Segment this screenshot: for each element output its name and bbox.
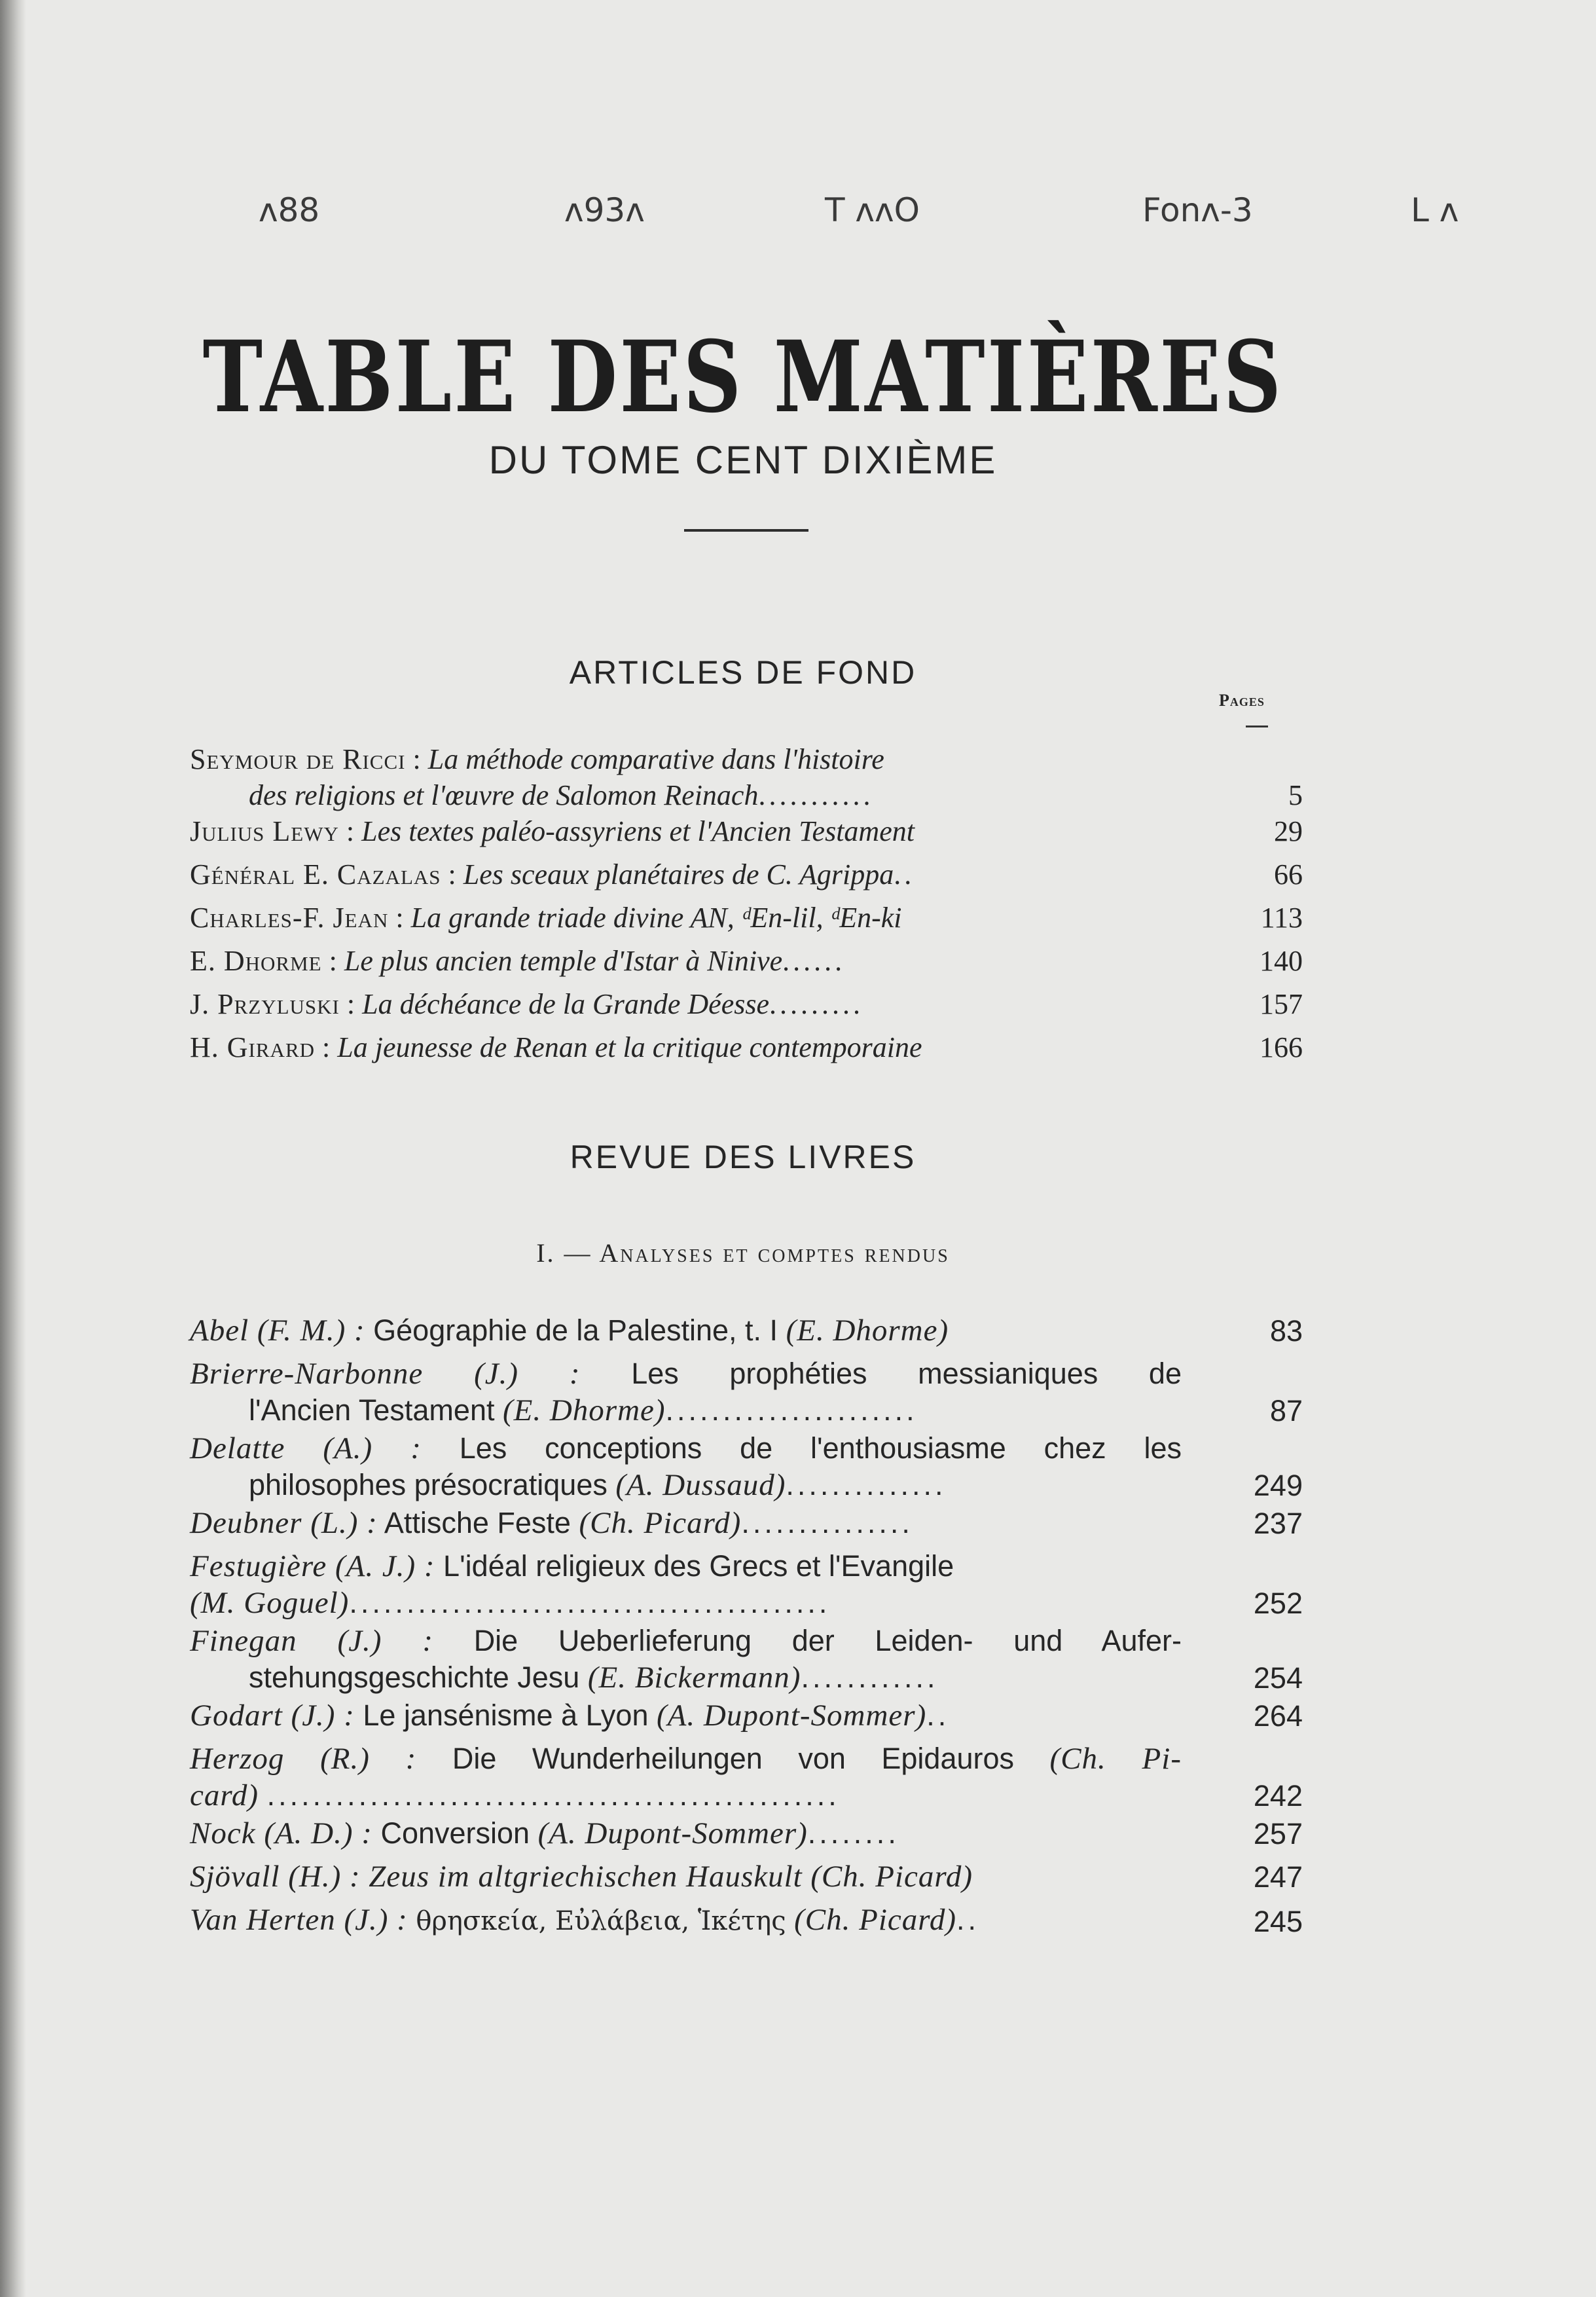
review-author: Brierre-Narbonne (J.) : xyxy=(190,1357,581,1391)
review-author: Herzog (R.) : xyxy=(190,1742,417,1776)
reviews-heading: REVUE DES LIVRES xyxy=(570,1139,916,1175)
review-work: Attische Feste xyxy=(384,1506,571,1539)
review-work: Die Ueberlieferung der Leiden- und Aufer- xyxy=(473,1624,1182,1657)
review-reviewer: (Ch. Picard) xyxy=(579,1506,742,1540)
review-reviewer: (A. Dupont-Sommer) xyxy=(657,1699,927,1733)
article-entry: E. Dhorme : Le plus ancien temple d'Istar à Ninive...... 140 xyxy=(190,943,1303,979)
review-reviewer: (E. Bickermann) xyxy=(587,1661,801,1695)
review-author: Abel (F. M.) : xyxy=(190,1314,365,1348)
review-page: 247 xyxy=(1253,1860,1303,1894)
articles-heading: ARTICLES DE FOND xyxy=(569,654,917,691)
article-page: 113 xyxy=(1260,902,1303,934)
article-entry: Julius Lewy : Les textes paléo-assyriens et l'Ancien Testament 29 xyxy=(190,813,1303,849)
article-page: 157 xyxy=(1260,988,1303,1020)
review-page: 249 xyxy=(1253,1469,1303,1502)
review-entry: Delatte (A.) : Les conceptions de l'enthousiasme chez les philosophes présocratiques (A. Dussaud).............. 249 xyxy=(190,1431,1303,1502)
review-work: Géographie de la Palestine, t. I xyxy=(373,1314,778,1347)
review-page: 257 xyxy=(1253,1817,1303,1850)
article-author: Julius Lewy xyxy=(190,815,339,847)
review-entry: Herzog (R.) : Die Wunderheilungen von Epidauros (Ch. Pi- card) .................................................. 242 xyxy=(190,1742,1303,1812)
article-author: Général E. Cazalas xyxy=(190,858,441,891)
review-page: 254 xyxy=(1253,1661,1303,1695)
handwritten-note-1: ᴧ88 xyxy=(259,191,320,229)
article-entry: J. Przyluski : La déchéance de la Grande Déesse......... 157 xyxy=(190,986,1303,1022)
review-reviewer: (A. Dussaud) xyxy=(615,1468,786,1502)
review-author: Nock (A. D.) : xyxy=(190,1816,372,1850)
article-title-continued: des religions et l'œuvre de Salomon Reinach xyxy=(249,779,759,811)
review-author: Van Herten (J.) : xyxy=(190,1903,408,1937)
review-work: θρησκεία, Εὐλάβεια, Ἱκέτης xyxy=(416,1906,786,1936)
article-author: H. Girard xyxy=(190,1031,316,1063)
article-page: 166 xyxy=(1260,1031,1303,1063)
article-title: Les textes paléo-assyriens et l'Ancien Testament xyxy=(361,815,915,847)
review-work: Die Wunderheilungen von Epidauros xyxy=(452,1742,1015,1775)
article-entry: H. Girard : La jeunesse de Renan et la critique contemporaine 166 xyxy=(190,1029,1303,1065)
page-subtitle: DU TOME CENT DIXIÈME xyxy=(488,438,998,482)
review-page: 237 xyxy=(1253,1507,1303,1540)
title-divider xyxy=(684,529,808,532)
article-title: Les sceaux planétaires de C. Agrippa xyxy=(463,858,894,891)
review-work: Conversion xyxy=(380,1816,530,1850)
review-entry: Finegan (J.) : Die Ueberlieferung der Leiden- und Aufer- stehungsgeschichte Jesu (E. Bickermann)............ 254 xyxy=(190,1624,1303,1695)
review-work: Les conceptions de l'enthousiasme chez les xyxy=(459,1431,1182,1465)
review-reviewer: (Ch. Pi- xyxy=(1049,1742,1182,1776)
review-author: Sjövall (H.) : xyxy=(190,1860,361,1894)
review-work: Les prophéties messianiques de xyxy=(631,1357,1182,1390)
article-page: 140 xyxy=(1260,945,1303,977)
review-entry: Nock (A. D.) : Conversion (A. Dupont-Sommer)........ 257 xyxy=(190,1816,1303,1850)
article-author: E. Dhorme xyxy=(190,945,322,977)
review-author: Festugière (A. J.) : xyxy=(190,1549,435,1583)
review-reviewer-continued: card) xyxy=(190,1778,259,1812)
review-entry: Deubner (L.) : Attische Feste (Ch. Picard)............... 237 xyxy=(190,1506,1303,1540)
review-page: 264 xyxy=(1253,1699,1303,1733)
review-page: 87 xyxy=(1269,1394,1303,1427)
article-page: 66 xyxy=(1274,858,1303,891)
review-reviewer: (Ch. Picard) xyxy=(810,1860,973,1894)
review-entry: Festugière (A. J.) : L'idéal religieux des Grecs et l'Evangile (M. Goguel).......................................... 252 xyxy=(190,1549,1303,1620)
article-title: La déchéance de la Grande Déesse xyxy=(362,988,770,1020)
review-reviewer: (E. Dhorme) xyxy=(786,1314,949,1348)
review-work: L'idéal religieux des Grecs et l'Evangile xyxy=(443,1549,954,1583)
review-entry xyxy=(190,1858,1303,1895)
review-work-continued: philosophes présocratiques xyxy=(249,1468,608,1501)
review-reviewer: (M. Goguel) xyxy=(190,1586,350,1620)
article-title: La méthode comparative dans l'histoire xyxy=(427,743,884,775)
review-work: Le jansénisme à Lyon xyxy=(363,1699,649,1732)
review-entry: Van Herten (J.) : θρησκεία, Εὐλάβεια, Ἱκέτης (Ch. Picard).. 245 xyxy=(190,1903,1303,1938)
review-author: Finegan (J.) : xyxy=(190,1624,434,1658)
review-entry xyxy=(190,1312,1303,1349)
review-author: Deubner (L.) : xyxy=(190,1506,378,1540)
article-author: J. Przyluski xyxy=(190,988,340,1020)
review-author: Godart (J.) : xyxy=(190,1699,355,1733)
handwritten-note-3: T ᴧᴧO xyxy=(825,191,920,229)
pages-column-dash xyxy=(1246,726,1268,727)
article-entry: Général E. Cazalas : Les sceaux planétaires de C. Agrippa.. 66 xyxy=(190,856,1303,892)
reviews-subheading: I. — Analyses et comptes rendus xyxy=(536,1238,950,1268)
page-title: TABLE DES MATIÈRES xyxy=(202,320,1284,435)
article-title: La jeunesse de Renan et la critique contemporaine xyxy=(337,1031,922,1063)
review-page: 242 xyxy=(1253,1779,1303,1812)
article-page: 29 xyxy=(1274,815,1303,847)
handwritten-note-4: Fonᴧ-3 xyxy=(1142,191,1253,229)
review-page: 245 xyxy=(1253,1905,1303,1938)
review-reviewer: (E. Dhorme) xyxy=(502,1393,666,1427)
review-entry: Godart (J.) : Le jansénisme à Lyon (A. Dupont-Sommer).. 264 xyxy=(190,1699,1303,1733)
review-author: Delatte (A.) : xyxy=(190,1431,422,1465)
article-author: Charles-F. Jean xyxy=(190,902,389,934)
review-page: 252 xyxy=(1253,1587,1303,1620)
article-entry: Seymour de Ricci : La méthode comparative dans l'histoire des religions et l'œuvre de Salomon Reinach........... 5 xyxy=(190,741,1303,813)
handwritten-note-2: ᴧ93ᴧ xyxy=(564,191,645,229)
pages-column-label: Pages xyxy=(1219,691,1265,710)
handwritten-note-5: L ᴧ xyxy=(1411,191,1459,229)
review-work-continued: stehungsgeschichte Jesu xyxy=(249,1661,580,1694)
review-entry: Brierre-Narbonne (J.) : Les prophéties messianiques de l'Ancien Testament (E. Dhorme)...................... 87 xyxy=(190,1357,1303,1427)
review-work-continued: l'Ancien Testament xyxy=(249,1393,495,1427)
review-work: Zeus im altgriechischen Hauskult xyxy=(369,1860,803,1894)
article-author: Seymour de Ricci xyxy=(190,743,406,775)
review-reviewer: (Ch. Picard) xyxy=(794,1903,956,1937)
article-page: 5 xyxy=(1288,779,1303,811)
review-reviewer: (A. Dupont-Sommer) xyxy=(537,1816,808,1850)
article-title: La grande triade divine AN, ᵈEn-lil, ᵈEn-ki xyxy=(410,902,902,934)
article-title: Le plus ancien temple d'Istar à Ninive xyxy=(344,945,783,977)
review-page: 83 xyxy=(1269,1314,1303,1348)
article-entry: Charles-F. Jean : La grande triade divine AN, ᵈEn-lil, ᵈEn-ki 113 xyxy=(190,900,1303,936)
